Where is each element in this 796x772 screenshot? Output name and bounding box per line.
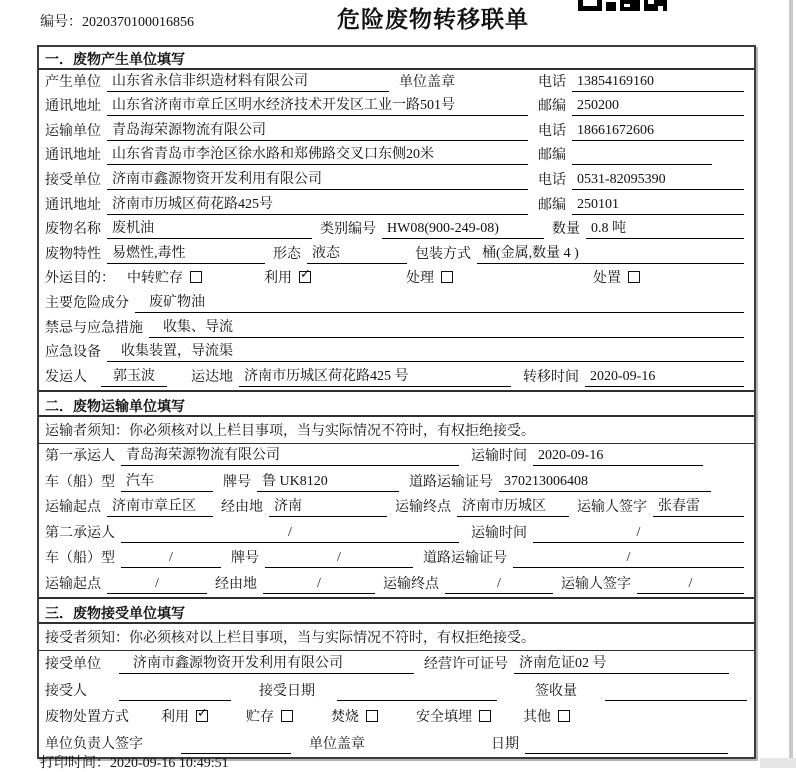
acceptor-value bbox=[119, 683, 231, 701]
vehicle1-row bbox=[39, 469, 754, 495]
print-time-value: 2020-09-16 10:49:51 bbox=[110, 756, 229, 771]
permit1-value: 370213006408 bbox=[499, 474, 711, 492]
received-qty-label: 签收量 bbox=[535, 683, 577, 699]
vehicle2-row bbox=[39, 546, 754, 572]
consignor-row bbox=[39, 365, 754, 390]
qr-code-fragment-icon bbox=[578, 0, 668, 11]
vehicle1-value: 汽车 bbox=[121, 470, 213, 492]
transporter-value: 青岛海荣源物流有限公司 bbox=[107, 119, 528, 141]
permit2-label: 道路运输证号 bbox=[423, 551, 507, 567]
end1-value: 济南市历城区 bbox=[457, 495, 569, 517]
via2-value: / bbox=[263, 576, 375, 594]
transporter-label: 运输单位 bbox=[45, 123, 101, 139]
accept-unit-row bbox=[39, 651, 754, 678]
addr2-value: 山东省青岛市李沧区徐水路和郑佛路交叉口东侧20米 bbox=[107, 143, 528, 165]
carrier2-row bbox=[39, 520, 754, 546]
purpose-option-transfer-storage bbox=[127, 267, 202, 288]
category-label: 类别编号 bbox=[320, 222, 376, 238]
addr2-label: 通讯地址 bbox=[45, 148, 101, 164]
print-time bbox=[40, 752, 229, 772]
checkbox-icon bbox=[366, 710, 378, 722]
checkbox-icon bbox=[281, 710, 293, 722]
carrier2-value: / bbox=[121, 525, 459, 543]
character-value: 易燃性,毒性 bbox=[107, 242, 265, 264]
producer-label: 产生单位 bbox=[45, 74, 101, 90]
disposal-option-label: 利用 bbox=[161, 710, 189, 726]
consignor-value: 郭玉波 bbox=[101, 365, 167, 387]
scrollbar-track[interactable] bbox=[789, 0, 793, 768]
zip2-value bbox=[572, 147, 712, 165]
phone1-label: 电话 bbox=[538, 74, 566, 90]
vehicle2-label: 车（船）型 bbox=[45, 551, 115, 567]
purpose-option-label: 处置 bbox=[593, 271, 621, 287]
taboo-value: 收集、导流 bbox=[149, 316, 744, 338]
sign2-label: 运输人签字 bbox=[561, 576, 631, 592]
transporter-notice-text: 你必须核对以上栏目事项，当与实际情况不符时，有权拒绝接受。 bbox=[129, 423, 535, 439]
date-value bbox=[525, 736, 728, 754]
packing-value: 桶(金属,数量 4 ) bbox=[477, 242, 744, 264]
sign1-label: 运输人签字 bbox=[577, 500, 647, 516]
phone1-value: 13854169160 bbox=[572, 74, 744, 92]
zip1-label: 邮编 bbox=[538, 99, 566, 115]
section2-header: 二．废物运输单位填写 bbox=[39, 390, 754, 417]
origin1-label: 运输起点 bbox=[45, 500, 101, 516]
character-label: 废物特性 bbox=[45, 246, 101, 262]
waste-name-row bbox=[39, 218, 754, 243]
receiver-notice-label: 接受者须知： bbox=[45, 630, 129, 646]
transporter-notice-row bbox=[39, 417, 754, 444]
sign2-value: / bbox=[637, 576, 744, 594]
disposal-option-incinerate bbox=[331, 706, 378, 727]
permit2-value: / bbox=[513, 550, 744, 568]
plate1-label: 牌号 bbox=[223, 474, 251, 490]
disposal-option-landfill bbox=[416, 706, 491, 727]
hazard-label: 主要危险成分 bbox=[45, 295, 129, 311]
acceptor-label: 接受人 bbox=[45, 683, 87, 699]
disposal-option-storage bbox=[246, 706, 293, 727]
carrier1-value: 青岛海荣源物流有限公司 bbox=[121, 444, 459, 466]
via2-label: 经由地 bbox=[215, 576, 257, 592]
plate1-value: 鲁 UK8120 bbox=[257, 470, 399, 492]
section1-header: 一．废物产生单位填写 bbox=[39, 47, 754, 70]
permit1-label: 道路运输证号 bbox=[409, 474, 493, 490]
form-label: 形态 bbox=[273, 246, 301, 262]
vehicle1-label: 车（船）型 bbox=[45, 474, 115, 490]
checkbox-icon bbox=[441, 271, 453, 283]
purpose-option-label: 处理 bbox=[406, 271, 434, 287]
doc-number-value: 2020370100016856 bbox=[82, 15, 194, 30]
time1-value: 2020-09-16 bbox=[533, 448, 703, 466]
via1-label: 经由地 bbox=[221, 500, 263, 516]
dest-value: 济南市历城区荷花路425 号 bbox=[239, 365, 511, 387]
acceptor-row bbox=[39, 677, 754, 704]
hazard-value: 废矿物油 bbox=[135, 291, 744, 313]
purpose-option-dispose bbox=[593, 267, 640, 288]
phone3-value: 0531-82095390 bbox=[572, 172, 744, 190]
disposal-option-label: 焚烧 bbox=[331, 710, 359, 726]
waste-name-label: 废物名称 bbox=[45, 222, 101, 238]
disposal-option-label: 安全填埋 bbox=[416, 710, 472, 726]
producer-address-row bbox=[39, 95, 754, 120]
phone2-label: 电话 bbox=[538, 123, 566, 139]
transporter-address-row bbox=[39, 144, 754, 169]
purpose-option-treat bbox=[406, 267, 453, 288]
category-value: HW08(900-249-08) bbox=[382, 221, 544, 239]
addr3-value: 济南市历城区荷花路425号 bbox=[107, 193, 528, 215]
license-value: 济南危证02 号 bbox=[514, 652, 729, 674]
taboo-row bbox=[39, 316, 754, 341]
addr3-label: 通讯地址 bbox=[45, 197, 101, 213]
transfer-time-label: 转移时间 bbox=[523, 369, 579, 385]
origin2-value: / bbox=[107, 576, 207, 594]
checkbox-icon bbox=[479, 710, 491, 722]
time1-label: 运输时间 bbox=[471, 449, 527, 465]
receiver-notice-text: 你必须核对以上栏目事项，当与实际情况不符时，有权拒绝接受。 bbox=[129, 630, 535, 646]
accept-unit-value: 济南市鑫源物资开发利用有限公司 bbox=[119, 652, 414, 674]
plate2-label: 牌号 bbox=[231, 551, 259, 567]
end2-value: / bbox=[445, 576, 553, 594]
page-title: 危险废物转移联单 bbox=[337, 7, 529, 32]
waste-character-row bbox=[39, 242, 754, 267]
disposal-option-label: 贮存 bbox=[246, 710, 274, 726]
doc-number-label: 编号： bbox=[40, 15, 82, 30]
phone3-label: 电话 bbox=[538, 172, 566, 188]
disposal-option-utilize bbox=[161, 706, 208, 727]
taboo-label: 禁忌与应急措施 bbox=[45, 320, 143, 336]
form-value: 液态 bbox=[307, 242, 407, 264]
checkbox-icon bbox=[558, 710, 570, 722]
checkbox-icon bbox=[628, 271, 640, 283]
qty-value: 0.8 吨 bbox=[586, 217, 744, 239]
purpose-option-label: 中转贮存 bbox=[127, 271, 183, 287]
disposal-option-other bbox=[523, 706, 570, 727]
addr1-label: 通讯地址 bbox=[45, 99, 101, 115]
transfer-time-value: 2020-09-16 bbox=[585, 369, 744, 387]
accept-unit-label: 接受单位 bbox=[45, 657, 101, 673]
checkbox-icon bbox=[190, 271, 202, 283]
dest-label: 运达地 bbox=[191, 369, 233, 385]
time2-value: / bbox=[533, 525, 744, 543]
receiver-value: 济南市鑫源物资开发利用有限公司 bbox=[107, 168, 528, 190]
disposal-option-label: 其他 bbox=[523, 710, 551, 726]
section3-header: 三．废物接受单位填写 bbox=[39, 597, 754, 624]
origin1-value: 济南市章丘区 bbox=[107, 495, 213, 517]
receiver-notice-row bbox=[39, 624, 754, 651]
purpose-label: 外运目的： bbox=[45, 271, 115, 287]
purpose-option-utilize bbox=[264, 267, 311, 288]
form-table bbox=[37, 45, 756, 759]
carrier1-label: 第一承运人 bbox=[45, 449, 115, 465]
print-time-label: 打印时间： bbox=[40, 756, 110, 771]
time2-label: 运输时间 bbox=[471, 525, 527, 541]
hazard-row bbox=[39, 291, 754, 316]
equipment-row bbox=[39, 341, 754, 366]
sign1-value: 张春雷 bbox=[653, 495, 744, 517]
scrollbar-corner bbox=[760, 758, 796, 768]
receiver-label: 接受单位 bbox=[45, 172, 101, 188]
accept-date-label: 接受日期 bbox=[259, 683, 315, 699]
purpose-option-label: 利用 bbox=[264, 271, 292, 287]
equipment-value: 收集装置，导流渠 bbox=[107, 340, 744, 362]
plate2-value: / bbox=[265, 550, 413, 568]
vehicle2-value: / bbox=[121, 550, 221, 568]
receiver-address-row bbox=[39, 193, 754, 218]
producer-value: 山东省永信非织造材料有限公司 bbox=[107, 70, 389, 92]
zip1-value: 250200 bbox=[572, 98, 744, 116]
license-label: 经营许可证号 bbox=[424, 657, 508, 673]
zip2-label: 邮编 bbox=[538, 148, 566, 164]
zip3-value: 250101 bbox=[572, 197, 744, 215]
head-sign-label: 单位负责人签字 bbox=[45, 736, 143, 752]
route2-row bbox=[39, 571, 754, 597]
seal-label: 单位盖章 bbox=[399, 74, 455, 90]
route1-row bbox=[39, 495, 754, 521]
carrier2-label: 第二承运人 bbox=[45, 525, 115, 541]
unit-seal-label: 单位盖章 bbox=[309, 736, 365, 752]
disposal-row bbox=[39, 704, 754, 731]
accept-date-value bbox=[337, 683, 497, 701]
consignor-label: 发运人 bbox=[45, 369, 87, 385]
addr1-value: 山东省济南市章丘区明水经济技术开发区工业一路501号 bbox=[107, 94, 528, 116]
packing-label: 包装方式 bbox=[415, 246, 471, 262]
equipment-label: 应急设备 bbox=[45, 345, 101, 361]
purpose-row bbox=[39, 267, 754, 292]
via1-value: 济南 bbox=[269, 495, 387, 517]
origin2-label: 运输起点 bbox=[45, 576, 101, 592]
transporter-row bbox=[39, 119, 754, 144]
received-qty-value bbox=[605, 683, 747, 701]
waste-name-value: 废机油 bbox=[107, 217, 312, 239]
receiver-row bbox=[39, 168, 754, 193]
producer-row bbox=[39, 70, 754, 95]
disposal-label: 废物处置方式 bbox=[45, 710, 129, 726]
checkbox-checked-icon bbox=[299, 271, 311, 283]
zip3-label: 邮编 bbox=[538, 197, 566, 213]
phone2-value: 18661672606 bbox=[572, 123, 744, 141]
carrier1-row bbox=[39, 444, 754, 470]
date-label: 日期 bbox=[491, 736, 519, 752]
checkbox-checked-icon bbox=[196, 710, 208, 722]
transporter-notice-label: 运输者须知： bbox=[45, 423, 129, 439]
end2-label: 运输终点 bbox=[383, 576, 439, 592]
qty-label: 数量 bbox=[552, 222, 580, 238]
end1-label: 运输终点 bbox=[395, 500, 451, 516]
